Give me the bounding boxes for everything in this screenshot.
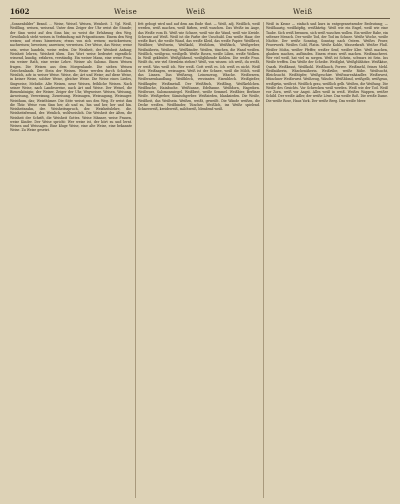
column-divider — [135, 22, 136, 498]
column-2-text: fett gebogt wird und auf dem am Ende thut. — Weiß, adj. Weißlich, weiß werden, weiß machen, weiß färben, weiß waschen. Das Weiße im Auge, das Weiße vom Ei. Weiß wie Schnee, weiß wie die Wand, weiß wie Kreide. Schwarz auf Weiß. Weiß ist die Farbe der Unschuld. Das weiße Haar, der weiße Bart, die weiße Wand, das weiße Kleid, das weiße Papier. Weißbrot, Weißbier, Weißwein, Weißkohl, Weißdorn, Weißfisch, Weißgerber, Weißnäherin, Weißzeug, Weißbinder. Weißen, tünchen, die Wand weißen. Weißlich, weißgrau, weißgelb. Weiße Rosen, weiße Lilien, weiße Wolken. In Weiß gekleidet. Weißglühend, weißglühende Kohlen. Die weiße Frau. Weißt du, wie viel Sternlein stehen? Weiß, von wissen: ich weiß, du weißt, er weiß. Was weiß ich. Wer weiß. Gott weiß es. Ich weiß es nicht. Weiß Gott. Weißsagen, weissagen. Weiß ist der Schnee, weiß die Milch, weiß das Linnen. Das Weißzeug, Leinenzeug, Wäsche. Weißwaren, Weißwarenhandlung. Weißblech, verzinntes Eisenblech. Weißgießer, Weißkupfer, Weißmetall. Der Weißfisch, Weißling, Weißkehlchen. Weißbuche, Hainbuche. Weißtanne, Edeltanne. Weißdorn, Hagedorn. Weißwurz, Salomonssiegel. Weißbrot, weiße Semmel. Weißbier, Berliner Weiße. Weißgerber, Sämischgerber. Weißsieden, blanksieden. Die Weiße, Weißheit, das Weißsein. Weißen, weißt, geweißt. Die Wände weißen, die Decke weißen. Weißbinder, Tüncher. Weißlich, ins Weiße spielend. Schneeweiß, kreideweiß, milchweiß, blendend weiß. — [138, 22, 260, 111]
column-3-text: Weiß in Krone — einfach und kurz in entgegensetzender Bedeutung; — Weißhaarig, weißköpfig, weißbärtig. Weiß wie ein Engel, weiß wie eine Taube. Sich weiß brennen, sich weiß waschen wollen. Ein weißer Rabe, ein seltener Mensch. Der weiße Tod, der Tod im Schnee. Weiße Woche, weiße Nächte. Der weiße Sonntag, Sonntag nach Ostern. Weißes Feuer, Feuerwerk. Weißes Gold, Platin. Weiße Kohle, Wasserkraft. Weißer Fluß. Weißer Mohn, weißer Pfeffer, weißer Senf, weißer Klee. Weiß machen, glauben machen, aufbinden. Einem etwas weiß machen. Weißmacherei. Wer viel weiß, hat viel zu sorgen. Weiß ist Schein, schwarz ist Sein. Ins Weiße treffen. Das Weiße der Scheibe. Weißglut, Weißglühhitze. Weißkäse, Quark. Weißkraut, Weißkohl. Weißlauch, Porree. Weißmehl, feines Mehl. Weißnäherin, Wäschenäherin. Weißrübe, weiße Rübe. Weißsucht, Bleichsucht. Weißtöpfer, Weißgeschirr. Weißwarenhändler. Weißwurst, Münchner Weißwurst. Weißzeug, Wäsche. Weißblond, weißgelb, weißgrau, weißgrün, weißrot. Weißlich grau, weißlich gelb. Weißen, die Weißung. Die Weiße des Gesichts. Vor Schrecken weiß werden. Weiß wie der Tod. Weiß vor Zorn, weiß vor Angst. Alles weiß in weiß. Weißes Wappen, weißer Schild. Der weiße Adler, der weiße Löwe. Das weiße Roß. Die weiße Dame. Die weiße Rose, Haus York. Der weiße Berg. Das weiße Meer. — [266, 22, 388, 103]
page-number: 1602 — [10, 7, 30, 16]
text-column-2 — [138, 22, 260, 498]
text-column-3 — [266, 22, 388, 498]
column-1-text: „Sonnenbilder“ Brand. ... Weise, Weisel. Weisen, Weisheit. 1. Vgl. Weiß, Weißling, weisen, weisend. Unter dem Zeiger der Uhr weist die Stunde; der Sinn weist auf den Sinn hin; so weist die Erfahrung den Weg. Gewöhnlich steht weisen in Verbindung mit Präpositionen: Einem den Weg weisen; auf etwas hinweisen; etwas von sich weisen; zurückweisen; nachweisen; beweisen; anweisen; verweisen. Der Weise, das Weise; weise sein, weise handeln, weise reden. Die Weisheit, der Weisheit Anfang; Weisheit lehren, Weisheit üben. Das Wort weise bedeutet eigentlich: wissend, kundig, erfahren, verständig. Ein weiser Mann, eine weise Frau, ein weiser Rath, eine weise Lehre. Weiser als Salomo. Einen Weisen fragen. Die Weisen aus dem Morgenlande. Die sieben Weisen Griechenlands. Der Stein der Weisen. Weise werden durch Schaden. Weislich, adv. in weiser Weise. Weise, die; Art und Weise; auf diese Weise, in keiner Weise, solcher Weise, gleicher Weise. Die Weise eines Liedes, Singweise, Melodie. Alte Weisen, neue Weisen, fröhliche Weisen. Nach seiner Weise, nach Landesweise, nach Art und Weise. Der Weisel, die Bienenkönigin; der Weiser, Zeiger der Uhr, Wegweiser. Weisen, Weisung, Anweisung, Verweisung, Zuweisung. Weissagen, Weissagung, Weissager. Weisthum, das; Weisthümer. Die Sitte weisst uns den Weg. Er weist ihm die Thür. Weise vom Sinn her, ab und zu, hin und her, her und hin. Weisheitszahn, der. Weisheitsspruch, der. Weisheitslehre, die. Weisheitsfreund, der. Weislich, wohlweislich. Die Weisheit der Alten, die Weisheit der Schrift, die Weisheit Gottes. Weise Männer, weise Frauen, weise Kinder. Der Weise spricht: Wer weise ist, der hört zu und lernt. Weisen und Weissagen. Eine kluge Weise, eine alte Weise, eine bekannte Weise. Zu Weise gesetzt. — [10, 22, 132, 133]
text-columns — [10, 22, 390, 498]
text-column-1 — [10, 22, 132, 498]
running-head-right: Weiß — [293, 8, 313, 16]
running-head-middle: Weiß — [186, 8, 206, 16]
header-rule — [10, 18, 390, 19]
column-divider — [263, 22, 264, 498]
running-head-left: Weise — [114, 8, 138, 16]
page-header — [10, 6, 390, 18]
